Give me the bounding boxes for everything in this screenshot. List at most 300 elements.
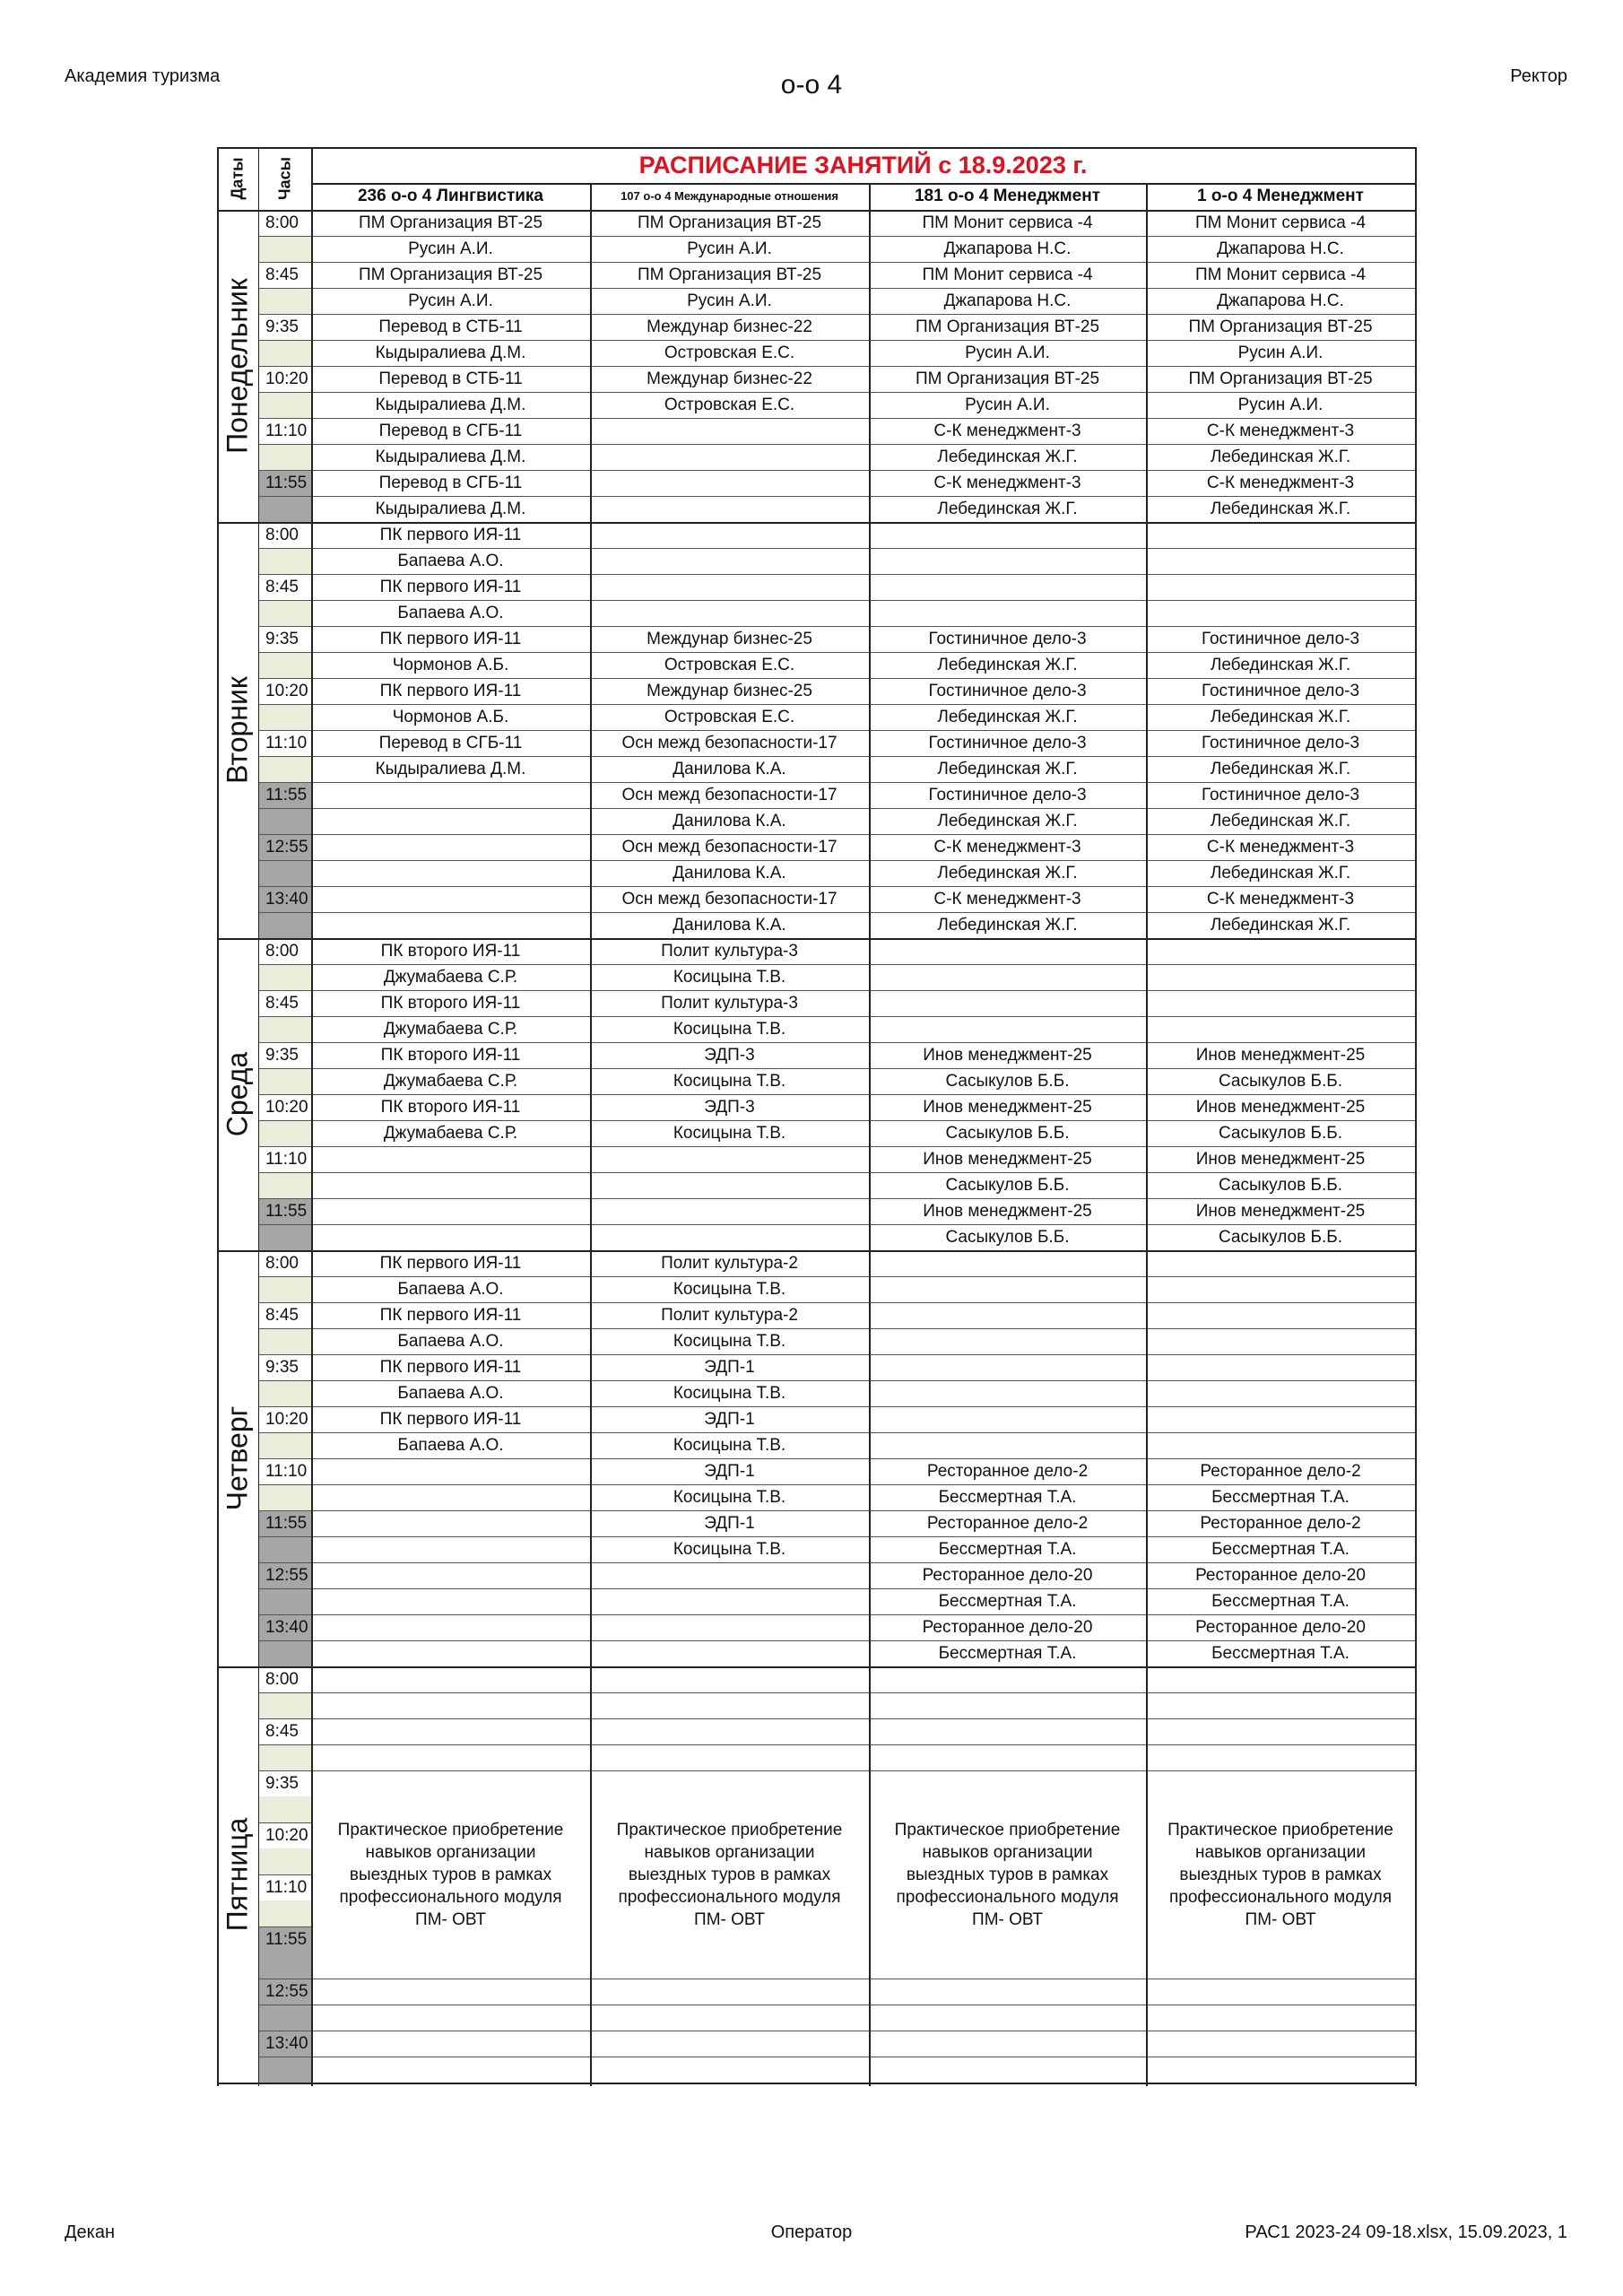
subject-cell: ПК первого ИЯ-11 <box>379 526 522 544</box>
grid-line <box>1415 147 1417 2086</box>
subject-cell: ПК второго ИЯ-11 <box>380 942 521 961</box>
subject-cell: Гостиничное дело-3 <box>1201 786 1360 804</box>
subject-cell <box>869 1718 1146 1744</box>
subject-cell <box>869 1979 1146 2005</box>
time-slot: 9:35 <box>265 1046 299 1065</box>
subject-cell: ПМ Организация ВТ-25 <box>358 213 543 232</box>
teacher-cell: Косицына Т.В. <box>673 1436 786 1455</box>
day-label: Среда <box>221 1051 254 1137</box>
teacher-cell <box>1146 1692 1415 1718</box>
subject-cell: ПК первого ИЯ-11 <box>379 682 522 700</box>
time-slot: 11:55 <box>258 470 311 496</box>
teacher-cell: Лебединская Ж.Г. <box>1210 656 1351 674</box>
subject-cell: Ресторанное дело-20 <box>922 1618 1093 1637</box>
grid-line <box>258 1770 311 1771</box>
subject-cell: Осн межд безопасности-17 <box>621 838 838 857</box>
teacher-cell <box>311 1588 590 1614</box>
time-slot: 11:10 <box>265 422 308 440</box>
time-slot-shade <box>258 1224 311 1250</box>
subject-cell: ПМ Организация ВТ-25 <box>637 265 822 284</box>
teacher-cell: Сасыкулов Б.Б. <box>945 1228 1070 1247</box>
time-slot-shade <box>258 860 311 886</box>
subject-cell <box>869 574 1146 600</box>
subject-cell: ЭДП-1 <box>704 1410 755 1429</box>
time-slot-shade <box>258 288 311 314</box>
time-slot: 8:00 <box>265 1254 299 1273</box>
time-slot: 11:55 <box>258 1926 311 1952</box>
teacher-cell <box>590 2005 869 2031</box>
subject-cell: Полит культура-3 <box>661 994 798 1013</box>
teacher-cell <box>869 1016 1146 1042</box>
teacher-cell <box>869 2057 1146 2083</box>
subject-cell: Междунар бизнес-22 <box>647 370 812 388</box>
grid-line <box>258 1926 311 1927</box>
subject-cell <box>590 1666 869 1692</box>
time-slot-shade <box>258 1952 311 1979</box>
time-slot: 10:20 <box>265 370 308 388</box>
subject-cell <box>1146 1718 1415 1744</box>
teacher-cell: Данилова К.А. <box>673 916 786 935</box>
teacher-cell: Русин А.И. <box>965 344 1050 362</box>
teacher-cell: Чормонов А.Б. <box>392 656 509 674</box>
time-slot-shade <box>258 704 311 730</box>
time-slot: 10:20 <box>265 682 308 700</box>
subject-cell <box>311 1614 590 1640</box>
time-slot-shade <box>258 1744 311 1770</box>
subject-cell <box>311 1666 590 1692</box>
grid-line <box>311 147 313 2086</box>
grid-line <box>217 2083 1415 2084</box>
teacher-cell: Джапарова Н.С. <box>943 239 1072 258</box>
practice-block: Практическое приобретение навыков организации выездных туров в рамках профессионального модуля ПМ- ОВТ <box>616 1820 843 1929</box>
schedule-table <box>217 147 1415 2086</box>
footer-operator: Оператор <box>770 2222 853 2242</box>
teacher-cell <box>869 1328 1146 1354</box>
grid-line <box>258 1302 1415 1303</box>
teacher-cell: Кыдыралиева Д.М. <box>375 396 526 414</box>
grid-line <box>258 147 259 2086</box>
subject-cell <box>1146 1250 1415 1276</box>
teacher-cell: Сасыкулов Б.Б. <box>1218 1176 1342 1195</box>
time-slot-shade <box>258 548 311 574</box>
time-slot: 13:40 <box>258 1614 311 1640</box>
subject-cell: Осн межд безопасности-17 <box>621 734 838 752</box>
subject-cell: Инов менеджмент-25 <box>1195 1046 1366 1065</box>
teacher-cell <box>1146 1328 1415 1354</box>
time-slot: 11:55 <box>258 1198 311 1224</box>
subject-cell <box>311 1718 590 1744</box>
teacher-cell <box>1146 548 1415 574</box>
grid-line <box>311 1770 1415 1771</box>
teacher-cell <box>311 860 590 886</box>
subject-cell <box>311 782 590 808</box>
teacher-cell: Кыдыралиева Д.М. <box>375 448 526 466</box>
time-slot-shade <box>258 1536 311 1562</box>
group-header: 1 о-о 4 Менеджмент <box>1197 187 1364 205</box>
subject-cell: Полит культура-2 <box>661 1306 798 1325</box>
time-slot-shade <box>258 340 311 366</box>
time-slot: 10:20 <box>265 1410 308 1429</box>
time-slot: 8:45 <box>265 994 299 1013</box>
time-slot-shade <box>258 392 311 418</box>
grid-line <box>258 1406 1415 1407</box>
subject-cell: Перевод в СГБ-11 <box>378 474 523 492</box>
teacher-cell: Лебединская Ж.Г. <box>1210 864 1351 883</box>
grid-line <box>311 183 1415 185</box>
teacher-cell: Джапарова Н.С. <box>943 291 1072 310</box>
teacher-cell <box>1146 2005 1415 2031</box>
grid-line <box>869 183 871 2086</box>
teacher-cell <box>869 1692 1146 1718</box>
teacher-cell: Бапаева А.О. <box>397 1436 504 1455</box>
time-slot-shade <box>258 1016 311 1042</box>
grid-line <box>217 1666 1415 1668</box>
teacher-cell: Косицына Т.В. <box>673 968 786 987</box>
time-slot: 12:55 <box>258 1562 311 1588</box>
time-slot-shade <box>258 2005 311 2031</box>
time-slot: 13:40 <box>258 2031 311 2057</box>
subject-cell <box>1146 1302 1415 1328</box>
practice-block: Практическое приобретение навыков организации выездных туров в рамках профессионального модуля ПМ- ОВТ <box>1167 1820 1393 1929</box>
grid-line <box>258 782 1415 783</box>
subject-cell: Гостиничное дело-3 <box>928 734 1087 752</box>
time-slot-shade <box>258 1120 311 1146</box>
subject-cell: С-К менеджмент-3 <box>933 422 1081 440</box>
time-slot-shade <box>258 1484 311 1510</box>
teacher-cell: Джумабаева С.Р. <box>383 1124 518 1143</box>
time-slot-shade <box>258 1848 311 1874</box>
teacher-cell: Джумабаева С.Р. <box>383 1072 518 1091</box>
time-slot-shade <box>258 964 311 990</box>
subject-cell: Осн межд безопасности-17 <box>621 786 838 804</box>
teacher-cell <box>1146 1016 1415 1042</box>
subject-cell: Инов менеджмент-25 <box>923 1098 1092 1117</box>
subject-cell <box>590 1718 869 1744</box>
teacher-cell <box>1146 1380 1415 1406</box>
teacher-cell <box>311 1640 590 1666</box>
teacher-cell: Косицына Т.В. <box>673 1020 786 1039</box>
time-slot-shade <box>258 1380 311 1406</box>
grid-line <box>258 1562 1415 1563</box>
teacher-cell: Бессмертная Т.А. <box>938 1540 1077 1559</box>
grid-line <box>258 418 1415 419</box>
teacher-cell: Русин А.И. <box>687 239 772 258</box>
subject-cell: ПМ Организация ВТ-25 <box>1188 317 1373 336</box>
grid-line <box>258 1094 1415 1095</box>
header-academy: Академия туризма <box>65 66 221 86</box>
subject-cell: С-К менеджмент-3 <box>933 474 1081 492</box>
teacher-cell: Лебединская Ж.Г. <box>1210 812 1351 831</box>
time-slot: 11:10 <box>265 734 308 752</box>
teacher-cell: Косицына Т.В. <box>673 1280 786 1299</box>
subject-cell: С-К менеджмент-3 <box>1206 422 1355 440</box>
teacher-cell: Сасыкулов Б.Б. <box>1218 1228 1342 1247</box>
time-slot-shade <box>258 496 311 522</box>
grid-line <box>217 1250 1415 1252</box>
grid-line <box>590 183 592 2086</box>
subject-cell: Гостиничное дело-3 <box>1201 630 1360 648</box>
practice-block: Практическое приобретение навыков организации выездных туров в рамках профессионального модуля ПМ- ОВТ <box>894 1820 1121 1929</box>
teacher-cell: Островская Е.С. <box>664 396 795 414</box>
subject-cell: ПМ Монит сервиса -4 <box>1194 213 1367 232</box>
subject-cell: ПК первого ИЯ-11 <box>379 578 522 596</box>
teacher-cell: Сасыкулов Б.Б. <box>1218 1072 1342 1091</box>
subject-cell <box>311 1146 590 1172</box>
teacher-cell: Данилова К.А. <box>673 760 786 778</box>
time-slot: 13:40 <box>258 886 311 912</box>
teacher-cell <box>590 1640 869 1666</box>
teacher-cell <box>311 1484 590 1510</box>
day-label: Четверг <box>221 1405 254 1511</box>
subject-cell <box>590 418 869 444</box>
subject-cell: Ресторанное дело-2 <box>1200 1514 1361 1533</box>
time-slot: 8:00 <box>265 942 299 961</box>
subject-cell <box>590 1979 869 2005</box>
subject-cell <box>1146 1666 1415 1692</box>
subject-cell: ПК первого ИЯ-11 <box>379 1410 522 1429</box>
teacher-cell: Лебединская Ж.Г. <box>1210 448 1351 466</box>
time-slot-shade <box>258 1692 311 1718</box>
subject-cell: Инов менеджмент-25 <box>1195 1098 1366 1117</box>
time-slot: 8:45 <box>265 1722 299 1741</box>
teacher-cell: Бессмертная Т.А. <box>938 1644 1077 1663</box>
teacher-cell: Лебединская Ж.Г. <box>937 500 1078 518</box>
time-slot: 12:55 <box>258 834 311 860</box>
header-group: о-о 4 <box>780 70 843 100</box>
time-slot: 11:10 <box>265 1878 308 1897</box>
subject-cell <box>869 990 1146 1016</box>
grid-line <box>258 1458 1415 1459</box>
subject-cell: Инов менеджмент-25 <box>923 1202 1092 1221</box>
subject-cell: С-К менеджмент-3 <box>1206 838 1355 857</box>
grid-line <box>217 522 1415 524</box>
teacher-cell <box>311 1692 590 1718</box>
teacher-cell: Косицына Т.В. <box>673 1072 786 1091</box>
subject-cell <box>590 1614 869 1640</box>
grid-line <box>258 1822 311 1823</box>
grid-line <box>258 1042 1415 1043</box>
subject-cell <box>1146 1406 1415 1432</box>
subject-cell: ЭДП-3 <box>704 1046 755 1065</box>
teacher-cell: Джумабаева С.Р. <box>383 968 518 987</box>
grid-line <box>258 1874 311 1875</box>
subject-cell <box>590 1146 869 1172</box>
subject-cell <box>1146 522 1415 548</box>
time-slot-shade <box>258 912 311 938</box>
time-slot-shade <box>258 1796 311 1822</box>
day-label: Понедельник <box>221 278 254 454</box>
subject-cell: Междунар бизнес-25 <box>647 682 812 700</box>
subject-cell: Ресторанное дело-2 <box>926 1462 1089 1481</box>
subject-cell: Осн межд безопасности-17 <box>621 890 838 909</box>
grid-line <box>258 1146 1415 1147</box>
teacher-cell: Сасыкулов Б.Б. <box>945 1072 1070 1091</box>
teacher-cell <box>311 1536 590 1562</box>
subject-cell <box>311 886 590 912</box>
time-slot: 11:10 <box>265 1462 308 1481</box>
subject-cell: ПК первого ИЯ-11 <box>379 1358 522 1377</box>
footer-dean: Декан <box>65 2222 116 2242</box>
subject-cell: ПК первого ИЯ-11 <box>379 630 522 648</box>
subject-cell <box>1146 938 1415 964</box>
subject-cell <box>869 1302 1146 1328</box>
time-slot-shade <box>258 1640 311 1666</box>
time-slot: 10:20 <box>265 1826 308 1845</box>
subject-cell: Перевод в СГБ-11 <box>378 422 523 440</box>
teacher-cell <box>869 2005 1146 2031</box>
teacher-cell <box>869 1432 1146 1458</box>
subject-cell: Перевод в СТБ-11 <box>378 317 523 336</box>
time-slot-shade <box>258 1900 311 1926</box>
subject-cell: ПК первого ИЯ-11 <box>379 1306 522 1325</box>
teacher-cell: Лебединская Ж.Г. <box>937 812 1078 831</box>
grid-line <box>258 730 1415 731</box>
grid-line <box>1146 183 1148 2086</box>
grid-line <box>217 938 1415 940</box>
subject-cell: С-К менеджмент-3 <box>933 838 1081 857</box>
subject-cell <box>311 834 590 860</box>
day-label: Пятница <box>221 1817 254 1932</box>
subject-cell: ЭДП-3 <box>704 1098 755 1117</box>
teacher-cell: Косицына Т.В. <box>673 1332 786 1351</box>
teacher-cell <box>869 600 1146 626</box>
teacher-cell: Чормонов А.Б. <box>392 708 509 726</box>
subject-cell: ПК второго ИЯ-11 <box>380 1098 521 1117</box>
grid-line <box>258 470 1415 471</box>
subject-cell: Гостиничное дело-3 <box>1201 682 1360 700</box>
teacher-cell: Русин А.И. <box>1237 396 1324 414</box>
subject-cell <box>869 1666 1146 1692</box>
subject-cell: ПК второго ИЯ-11 <box>380 1046 521 1065</box>
grid-line <box>258 366 1415 367</box>
subject-cell: ЭДП-1 <box>704 1358 755 1377</box>
subject-cell: С-К менеджмент-3 <box>933 890 1081 909</box>
time-slot: 8:45 <box>265 578 299 596</box>
teacher-cell: Бапаева А.О. <box>397 1384 504 1403</box>
time-slot: 9:35 <box>265 630 299 648</box>
subject-cell <box>1146 574 1415 600</box>
teacher-cell <box>311 2005 590 2031</box>
time-slot: 12:55 <box>258 1979 311 2005</box>
time-slot-shade <box>258 1432 311 1458</box>
time-slot-shade <box>258 1172 311 1198</box>
grid-line <box>258 834 1415 835</box>
subject-cell <box>311 1979 590 2005</box>
grid-line <box>258 1354 1415 1355</box>
subject-cell: Инов менеджмент-25 <box>923 1046 1092 1065</box>
teacher-cell: Косицына Т.В. <box>673 1540 786 1559</box>
subject-cell: Междунар бизнес-22 <box>647 317 812 336</box>
subject-cell: ПМ Организация ВТ-25 <box>915 370 1100 388</box>
grid-line <box>258 678 1415 679</box>
teacher-cell: Лебединская Ж.Г. <box>1210 760 1351 778</box>
teacher-cell: Данилова К.А. <box>673 864 786 883</box>
subject-cell <box>869 522 1146 548</box>
subject-cell: С-К менеджмент-3 <box>1206 474 1355 492</box>
teacher-cell: Лебединская Ж.Г. <box>937 656 1078 674</box>
teacher-cell: Бапаева А.О. <box>397 552 504 570</box>
subject-cell: ПМ Организация ВТ-25 <box>358 265 543 284</box>
grid-line <box>217 147 219 2086</box>
grid-line <box>258 1718 1415 1719</box>
subject-cell <box>869 1250 1146 1276</box>
teacher-cell <box>590 1224 869 1250</box>
subject-cell <box>1146 990 1415 1016</box>
teacher-cell: Косицына Т.В. <box>673 1124 786 1143</box>
teacher-cell: Русин А.И. <box>408 239 493 258</box>
teacher-cell <box>590 600 869 626</box>
time-slot-shade <box>258 808 311 834</box>
subject-cell <box>311 2031 590 2057</box>
teacher-cell <box>590 548 869 574</box>
time-slot: 8:45 <box>265 265 299 284</box>
teacher-cell: Бессмертная Т.А. <box>1211 1592 1350 1611</box>
teacher-cell <box>311 912 590 938</box>
subject-cell: Перевод в СГБ-11 <box>378 734 523 752</box>
time-slot: 8:45 <box>265 1306 299 1325</box>
subject-cell: Гостиничное дело-3 <box>928 786 1087 804</box>
teacher-cell: Косицына Т.В. <box>673 1488 786 1507</box>
teacher-cell: Островская Е.С. <box>664 656 795 674</box>
subject-cell <box>590 574 869 600</box>
time-slot: 11:10 <box>265 1150 308 1169</box>
time-slot: 11:55 <box>258 782 311 808</box>
subject-cell <box>869 1406 1146 1432</box>
subject-cell: ПМ Монит сервиса -4 <box>1194 265 1367 284</box>
teacher-cell <box>869 964 1146 990</box>
teacher-cell: Бессмертная Т.А. <box>938 1592 1077 1611</box>
grid-line <box>258 1614 1415 1615</box>
subject-cell <box>1146 1979 1415 2005</box>
teacher-cell <box>869 1276 1146 1302</box>
time-slot: 9:35 <box>265 1358 299 1377</box>
teacher-cell: Русин А.И. <box>965 396 1050 414</box>
teacher-cell: Бапаева А.О. <box>397 1332 504 1351</box>
subject-cell <box>1146 1354 1415 1380</box>
teacher-cell: Косицына Т.В. <box>673 1384 786 1403</box>
time-slot: 9:35 <box>265 317 299 336</box>
time-slot: 8:00 <box>265 213 299 232</box>
teacher-cell: Лебединская Ж.Г. <box>937 916 1078 935</box>
teacher-cell <box>1146 2057 1415 2083</box>
subject-cell: Ресторанное дело-20 <box>922 1566 1093 1585</box>
subject-cell: ПК второго ИЯ-11 <box>380 994 521 1013</box>
subject-cell: ПМ Организация ВТ-25 <box>915 317 1100 336</box>
practice-block: Практическое приобретение навыков организации выездных туров в рамках профессионального модуля ПМ- ОВТ <box>337 1820 564 1929</box>
hours-column-header: Часы <box>275 156 293 201</box>
group-header: 236 о-о 4 Лингвистика <box>357 187 544 205</box>
subject-cell: ПК первого ИЯ-11 <box>379 1254 522 1273</box>
teacher-cell <box>590 2057 869 2083</box>
teacher-cell <box>1146 600 1415 626</box>
subject-cell <box>311 1562 590 1588</box>
teacher-cell: Лебединская Ж.Г. <box>1210 708 1351 726</box>
teacher-cell <box>311 2057 590 2083</box>
teacher-cell: Бессмертная Т.А. <box>1211 1488 1350 1507</box>
teacher-cell <box>869 1380 1146 1406</box>
subject-cell: Инов менеджмент-25 <box>1195 1202 1366 1221</box>
group-header: 181 о-о 4 Менеджмент <box>914 187 1100 205</box>
subject-cell <box>590 1562 869 1588</box>
time-slot-shade <box>258 756 311 782</box>
time-slot-shade <box>258 652 311 678</box>
subject-cell <box>590 1198 869 1224</box>
grid-line <box>258 574 1415 575</box>
subject-cell <box>869 938 1146 964</box>
subject-cell <box>311 1198 590 1224</box>
subject-cell: Ресторанное дело-2 <box>926 1514 1089 1533</box>
teacher-cell <box>311 808 590 834</box>
